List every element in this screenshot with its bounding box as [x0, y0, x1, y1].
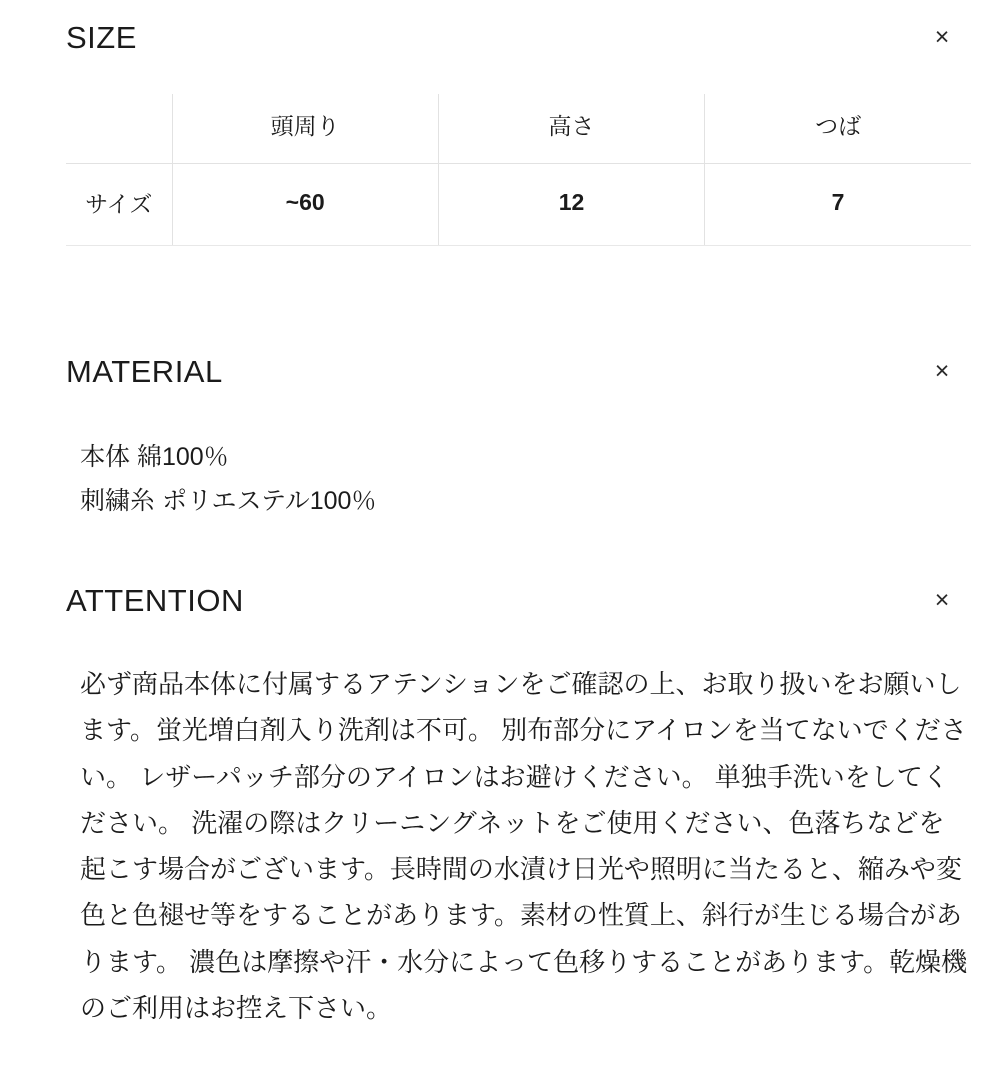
size-table-body	[66, 164, 971, 246]
size-table	[66, 94, 971, 246]
material-section-title: MATERIAL	[66, 353, 223, 389]
material-section-header[interactable]	[0, 354, 989, 388]
size-value-brim: 7	[705, 164, 971, 246]
size-value-height: 12	[438, 164, 704, 246]
size-value-head-circumference: ~60	[172, 164, 438, 246]
material-line: 刺繍糸 ポリエステル100％	[80, 486, 377, 515]
attention-section-header[interactable]	[0, 583, 989, 617]
table-header-row	[66, 94, 971, 164]
size-section-title: SIZE	[66, 19, 137, 55]
close-icon[interactable]: ×	[934, 356, 950, 385]
table-row	[66, 164, 971, 246]
close-icon[interactable]: ×	[934, 585, 950, 614]
size-section	[0, 0, 989, 246]
size-col-header-head-circumference: 頭周り	[172, 94, 438, 164]
size-section-header[interactable]	[0, 20, 989, 54]
size-col-header-height: 高さ	[438, 94, 704, 164]
material-body	[80, 436, 923, 523]
material-line: 本体 綿100％	[80, 443, 229, 471]
close-icon[interactable]: ×	[934, 22, 950, 51]
size-table-wrapper	[66, 94, 971, 246]
material-section	[0, 246, 989, 523]
size-row-label: サイズ	[66, 164, 172, 246]
attention-section	[0, 523, 989, 1031]
attention-section-title: ATTENTION	[66, 582, 244, 618]
size-col-header-brim: つば	[705, 94, 971, 164]
size-table-head	[66, 94, 971, 164]
size-col-header-blank	[66, 94, 172, 164]
attention-body-text: 必ず商品本体に付属するアテンションをご確認の上、お取り扱いをお願いします。蛍光増白剤入り洗剤は不可。 別布部分にアイロンを当てないでください。 レザーパッチ部分のアイロンはお避けください。 単独手洗いをしてください。 洗濯の際はクリーニングネットをご使用ください、色落ちなどを起こす場合がございます。長時間の水漬け日光や照明に当たると、縮みや変色と色褪せ等をすることがあります。素材の性質上、斜行が生じる場合があります。 濃色は摩擦や汗・水分によって色移りすることがあります。乾燥機のご利用はお控え下さい。	[80, 669, 968, 1023]
